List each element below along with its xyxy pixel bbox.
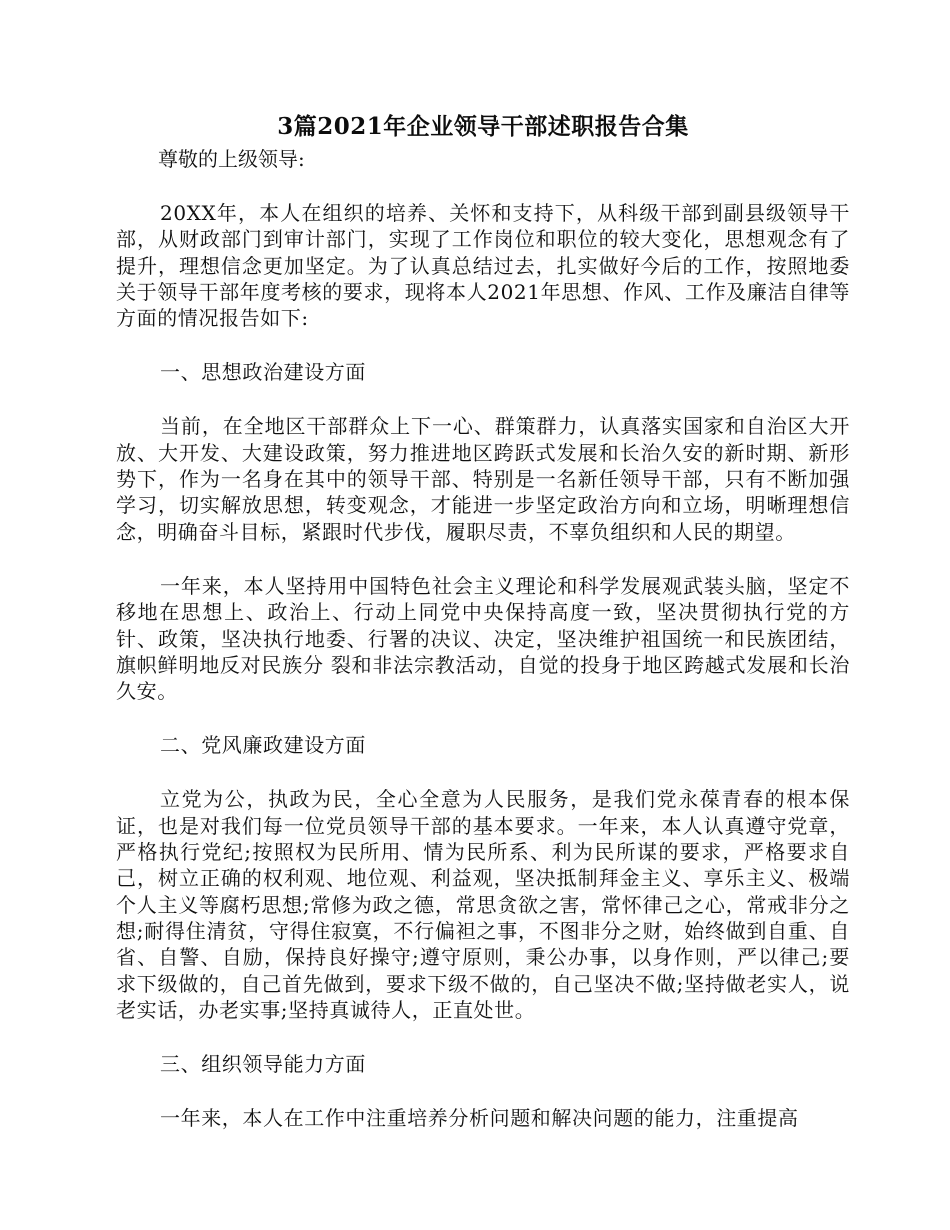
integrity-paragraph: 立党为公，执政为民，全心全意为人民服务，是我们党永葆青春的根本保证，也是对我们每一位党员领导干部的基本要求。一年来，本人认真遵守党章，严格执行党纪;按照权为民所用、情为民所系、利为民所谋的要求，严格要求自己，树立正确的权利观、地位观、利益观，坚决抵制拜金主义、享乐主义、极端个人主义等腐朽思想;常修为政之德，常思贪欲之害，常怀律己之心，常戒非分之想;耐得住清贫，守得住寂寞，不行偏袒之事，不图非分之财，始终做到自重、自省、自警、自励，保持良好操守;遵守原则，秉公办事，以身作则，严以律己;要求下级做的，自己首先做到，要求下级不做的，自己坚决不做;坚持做老实人，说老实话，办老实事;坚持真诚待人，正直处世。: [116, 787, 850, 1022]
leadership-paragraph: 一年来，本人在工作中注重培养分析问题和解决问题的能力，注重提高: [160, 1106, 799, 1131]
section-heading-integrity: 二、党风廉政建设方面: [160, 733, 366, 758]
intro-paragraph: 20XX年，本人在组织的培养、关怀和支持下，从科级干部到副县级领导干部，从财政部门到审计部门，实现了工作岗位和职位的较大变化，思想观念有了提升，理想信念更加坚定。为了认真总结过去，扎实做好今后的工作，按照地委关于领导干部年度考核的要求，现将本人2021年思想、作风、工作及廉洁自律等方面的情况报告如下:: [116, 201, 850, 331]
salutation: 尊敬的上级领导:: [158, 147, 305, 171]
section-heading-leadership: 三、组织领导能力方面: [160, 1052, 366, 1077]
political-paragraph-1: 当前，在全地区干部群众上下一心、群策群力，认真落实国家和自治区大开放、大开发、大建设政策，努力推进地区跨跃式发展和长治久安的新时期、新形势下，作为一名身在其中的领导干部、特别是一名新任领导干部，只有不断加强学习，切实解放思想，转变观念，才能进一步坚定政治方向和立场，明晰理想信念，明确奋斗目标，紧跟时代步伐，履职尽责，不辜负组织和人民的期望。: [116, 414, 850, 544]
political-paragraph-2: 一年来，本人坚持用中国特色社会主义理论和科学发展观武装头脑，坚定不移地在思想上、政治上、行动上同党中央保持高度一致，坚决贯彻执行党的方针、政策，坚决执行地委、行署的决议、决定，坚决维护祖国统一和民族团结，旗帜鲜明地反对民族分 裂和非法宗教活动，自觉的投身于地区跨越式发展和长治久安。: [116, 573, 850, 704]
section-heading-political: 一、思想政治建设方面: [160, 360, 366, 385]
document-title: 3篇2021年企业领导干部述职报告合集: [277, 113, 689, 140]
